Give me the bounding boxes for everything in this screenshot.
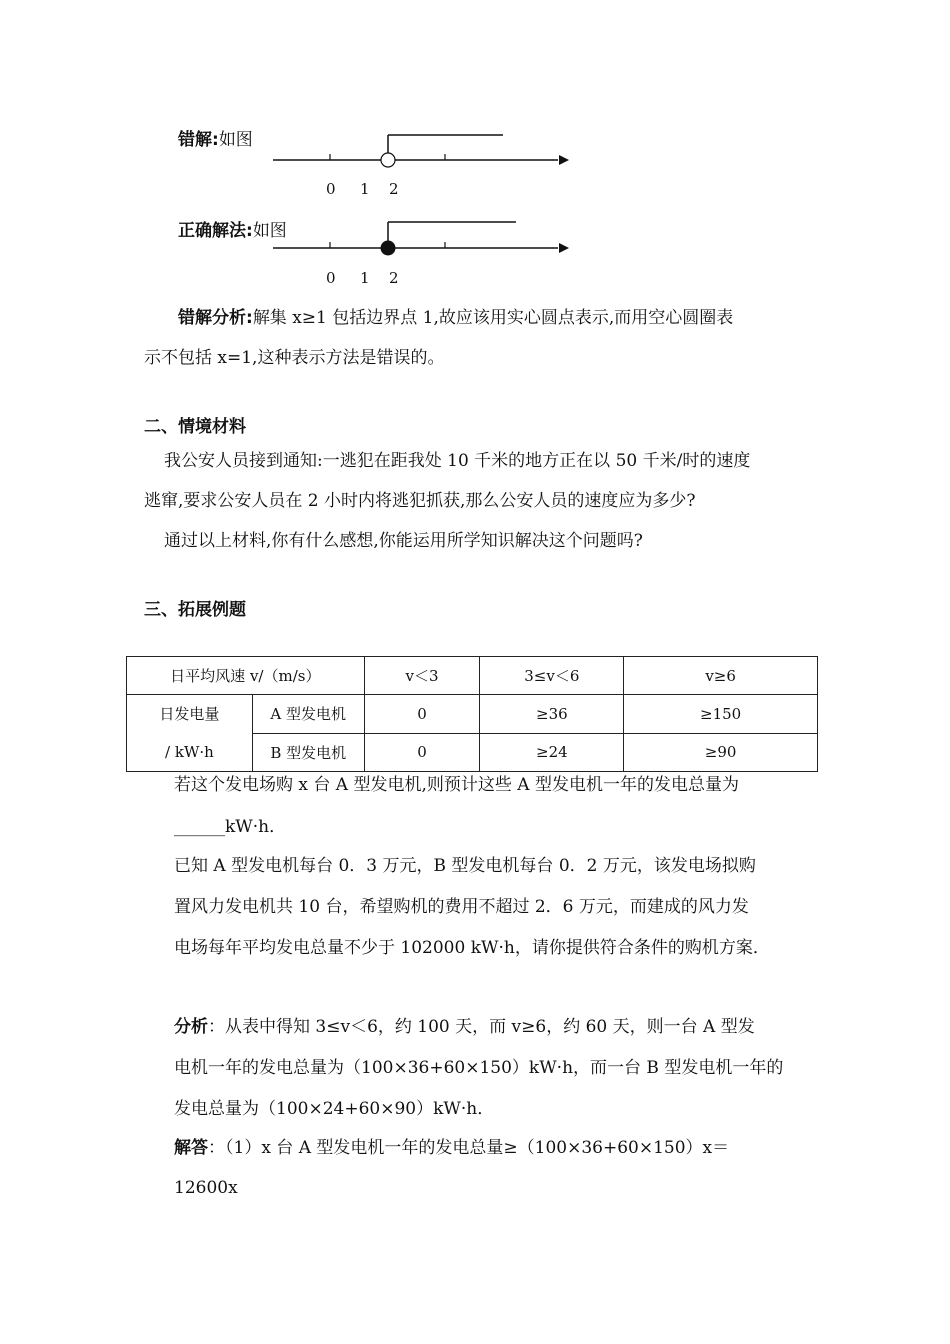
wrong-tick-2: 2 <box>389 180 399 198</box>
solution-analysis-line1 <box>174 1007 755 1047</box>
row-b-c3: ≥90 <box>624 733 818 772</box>
wrong-suffix: 如图 <box>218 130 253 150</box>
wind-power-table <box>126 656 818 772</box>
question1-line1: 若这个发电场购 x 台 A 型发电机,则预计这些 A 型发电机一年的发电总量为 <box>174 775 739 795</box>
row-a-type: A 型发电机 <box>252 695 364 734</box>
question2-line3: 电场每年平均发电总量不少于 102000 kW·h，请你提供符合条件的购机方案． <box>174 938 770 958</box>
group-label-line1: 日发电量 <box>159 705 220 723</box>
header-range-1: v＜3 <box>364 657 480 695</box>
correct-tick-0: 0 <box>326 269 336 287</box>
wrong-tick-1: 1 <box>360 180 370 198</box>
analysis-label: 错解分析: <box>178 308 253 328</box>
wrong-tick-0: 0 <box>326 180 336 198</box>
header-range-3: v≥6 <box>624 657 818 695</box>
open-circle-icon <box>381 153 395 167</box>
header-wind-speed: 日平均风速 v/（m/s） <box>127 657 365 695</box>
correct-label: 正确解法: <box>178 221 253 241</box>
wrong-solution-label <box>178 125 253 150</box>
arrow-icon <box>559 243 569 253</box>
wrong-number-line <box>270 125 570 175</box>
section3-heading: 三、拓展例题 <box>144 600 246 620</box>
error-analysis <box>178 298 733 338</box>
table-row <box>127 695 818 734</box>
row-a-c1: 0 <box>364 695 480 734</box>
correct-number-line <box>270 212 570 262</box>
section2-heading: 二、情境材料 <box>144 417 246 437</box>
section2-p2: 通过以上材料,你有什么感想,你能运用所学知识解决这个问题吗? <box>164 531 643 551</box>
error-analysis-line2: 示不包括 x=1,这种表示方法是错误的。 <box>144 348 445 368</box>
filled-dot-icon <box>381 241 396 256</box>
solution-analysis-text1: ：从表中得知 3≤v＜6，约 100 天，而 v≥6，约 60 天，则一台 A 型发 <box>208 1017 755 1037</box>
row-a-c3: ≥150 <box>624 695 818 734</box>
answer-line2: 12600x <box>174 1178 238 1198</box>
correct-suffix: 如图 <box>252 221 287 241</box>
group-label-cell <box>127 695 253 772</box>
question1-line2: ______kW·h． <box>174 817 287 837</box>
answer-text1: ：（1）x 台 A 型发电机一年的发电总量≥（100×36+60×150）x＝ <box>208 1138 730 1158</box>
solution-analysis-label: 分析 <box>174 1017 208 1037</box>
arrow-icon <box>559 155 569 165</box>
question2-line1: 已知 A 型发电机每台 0．3 万元，B 型发电机每台 0．2 万元，该发电场拟购 <box>174 856 756 876</box>
row-b-c1: 0 <box>364 733 480 772</box>
row-a-c2: ≥36 <box>480 695 624 734</box>
correct-tick-2: 2 <box>389 269 399 287</box>
section2-p1-line1: 我公安人员接到通知:一逃犯在距我处 10 千米的地方正在以 50 千米/时的速度 <box>164 451 751 471</box>
row-b-c2: ≥24 <box>480 733 624 772</box>
section2-p1-line2: 逃窜,要求公安人员在 2 小时内将逃犯抓获,那么公安人员的速度应为多少? <box>144 491 696 511</box>
group-label-line2: / kW·h <box>165 743 214 761</box>
solution-analysis-line2: 电机一年的发电总量为（100×36+60×150）kW·h，而一台 B 型发电机一年的 <box>174 1058 784 1078</box>
solution-analysis-line3: 发电总量为（100×24+60×90）kW·h． <box>174 1099 495 1119</box>
table-header-row <box>127 657 818 695</box>
wrong-label: 错解: <box>178 130 219 150</box>
analysis-line1: 解集 x≥1 包括边界点 1,故应该用实心圆点表示,而用空心圆圈表 <box>252 308 734 328</box>
answer-label: 解答 <box>174 1138 208 1158</box>
header-range-2: 3≤v＜6 <box>480 657 624 695</box>
question2-line2: 置风力发电机共 10 台，希望购机的费用不超过 2．6 万元，而建成的风力发 <box>174 897 749 917</box>
correct-tick-1: 1 <box>360 269 370 287</box>
answer-line1 <box>174 1128 729 1168</box>
row-b-type: B 型发电机 <box>252 733 364 772</box>
